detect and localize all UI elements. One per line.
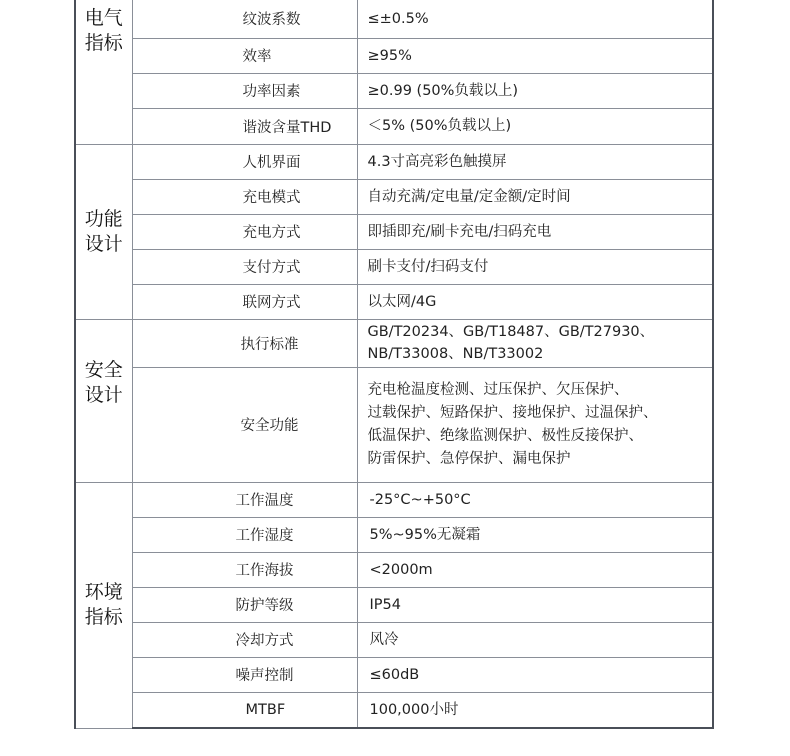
- spec-value: 100,000小时: [357, 692, 713, 728]
- spec-value: ≥95%: [357, 38, 713, 73]
- spec-label: 工作海拔: [132, 552, 357, 587]
- spec-label: 充电模式: [132, 179, 357, 214]
- spec-value: ＜5% (50%负载以上): [357, 108, 713, 144]
- spec-value: -25°C~+50°C: [357, 482, 713, 517]
- category-text: 功能: [84, 207, 123, 230]
- category-electrical: [75, 0, 132, 144]
- table-row: [75, 587, 713, 622]
- category-text: 安全: [84, 358, 123, 381]
- spec-label: 执行标准: [132, 319, 357, 367]
- spec-label: 谐波含量THD: [132, 108, 357, 144]
- spec-label: 工作湿度: [132, 517, 357, 552]
- table-row: [75, 367, 713, 482]
- table-row: [75, 144, 713, 179]
- spec-value: 5%~95%无凝霜: [357, 517, 713, 552]
- spec-table: [74, 0, 714, 729]
- category-text: 指标: [84, 32, 123, 54]
- spec-value: IP54: [357, 587, 713, 622]
- category-text: 设计: [84, 383, 123, 406]
- spec-label: 效率: [132, 38, 357, 73]
- table-row: [75, 38, 713, 73]
- spec-value: 以太网/4G: [357, 284, 713, 319]
- spec-label: 工作温度: [132, 482, 357, 517]
- table-row: [75, 179, 713, 214]
- table-row: [75, 482, 713, 517]
- spec-label: 安全功能: [132, 367, 357, 482]
- spec-value: ≥0.99 (50%负载以上): [357, 73, 713, 108]
- spec-value: 即插即充/刷卡充电/扫码充电: [357, 214, 713, 249]
- spec-label: 支付方式: [132, 249, 357, 284]
- spec-value: <2000m: [357, 552, 713, 587]
- spec-label: 防护等级: [132, 587, 357, 622]
- spec-label: 功率因素: [132, 73, 357, 108]
- spec-label: 联网方式: [132, 284, 357, 319]
- spec-label: 噪声控制: [132, 657, 357, 692]
- table-row: [75, 319, 713, 367]
- spec-value: 刷卡支付/扫码支付: [357, 249, 713, 284]
- category-text: 指标: [84, 606, 123, 628]
- category-function: [75, 144, 132, 319]
- category-text: 环境: [84, 581, 123, 603]
- spec-label: MTBF: [132, 692, 357, 728]
- table-row: [75, 284, 713, 319]
- spec-value: 4.3寸高亮彩色触摸屏: [357, 144, 713, 179]
- table-row: [75, 214, 713, 249]
- table-row: [75, 0, 713, 38]
- spec-label: 冷却方式: [132, 622, 357, 657]
- category-safety: [75, 319, 132, 482]
- spec-value: GB/T20234、GB/T18487、GB/T27930、 NB/T33008、NB/T33002: [357, 319, 713, 367]
- table-row: [75, 249, 713, 284]
- spec-value: 自动充满/定电量/定金额/定时间: [357, 179, 713, 214]
- table-row: [75, 517, 713, 552]
- table-row: [75, 108, 713, 144]
- spec-label: 纹波系数: [132, 0, 357, 38]
- table-row: [75, 73, 713, 108]
- spec-label: 人机界面: [132, 144, 357, 179]
- spec-label: 充电方式: [132, 214, 357, 249]
- table-row: [75, 552, 713, 587]
- table-row: [75, 692, 713, 728]
- category-environment: [75, 482, 132, 728]
- category-text: 电气: [84, 7, 123, 29]
- table-row: [75, 622, 713, 657]
- category-text: 设计: [84, 232, 123, 255]
- spec-value: 风冷: [357, 622, 713, 657]
- spec-value: 充电枪温度检测、过压保护、欠压保护、 过载保护、短路保护、接地保护、过温保护、 低温保护、绝缘监测保护、极性反接保护、 防雷保护、急停保护、漏电保护: [357, 367, 713, 482]
- spec-value: ≤±0.5%: [357, 0, 713, 38]
- spec-value: ≤60dB: [357, 657, 713, 692]
- table-row: [75, 657, 713, 692]
